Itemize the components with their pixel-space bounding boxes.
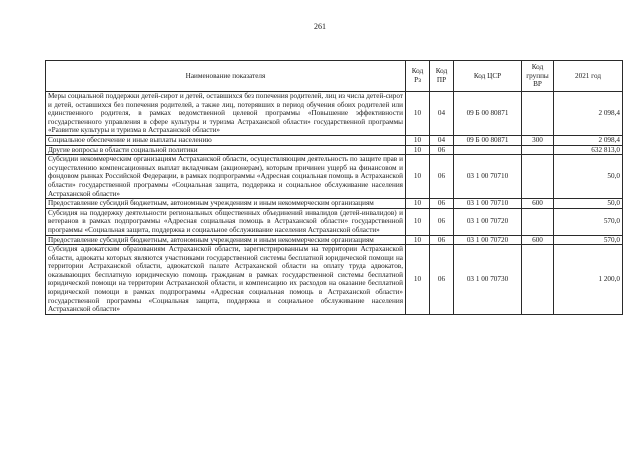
row-amount: 50,0	[554, 199, 623, 209]
row-name: Социальное обеспечение и иные выплаты населению	[46, 135, 406, 145]
row-vr: 300	[522, 135, 554, 145]
row-csr	[454, 145, 522, 155]
table-row	[46, 145, 623, 155]
table-row	[46, 135, 623, 145]
row-rz: 10	[406, 235, 430, 245]
row-name: Другие вопросы в области социальной политики	[46, 145, 406, 155]
row-csr: 03 1 00 70720	[454, 235, 522, 245]
header-rz: Код Рз	[406, 61, 430, 92]
row-csr: 09 Б 00 80871	[454, 92, 522, 136]
row-rz: 10	[406, 135, 430, 145]
row-vr	[522, 245, 554, 315]
row-csr: 03 1 00 70710	[454, 155, 522, 199]
table-row	[46, 155, 623, 199]
table-row	[46, 245, 623, 315]
row-rz: 10	[406, 155, 430, 199]
table-row	[46, 199, 623, 209]
row-vr	[522, 92, 554, 136]
row-rz: 10	[406, 199, 430, 209]
budget-table	[45, 60, 623, 315]
header-vr: Код группы ВР	[522, 61, 554, 92]
row-amount: 570,0	[554, 208, 623, 235]
row-rz: 10	[406, 245, 430, 315]
row-pr: 06	[430, 235, 454, 245]
row-name: Меры социальной поддержки детей-сирот и детей, оставшихся без попечения родителей, лиц из числа детей-сирот и детей, оставшихся без попечения родителей, а также лиц, потерявших в период обучения обоих родителей или единственного родителя, в рамках ведомственной целевой программы «Повышение эффективности государственного управления в сфере культуры и туризма Астраханской области» государственной программы «Развитие культуры и туризма в Астраханской области»	[46, 92, 406, 136]
row-amount: 2 098,4	[554, 135, 623, 145]
row-amount: 2 098,4	[554, 92, 623, 136]
header-csr: Код ЦСР	[454, 61, 522, 92]
header-pr: Код ПР	[430, 61, 454, 92]
row-name: Предоставление субсидий бюджетным, автономным учреждениям и иным некоммерческим организациям	[46, 235, 406, 245]
row-pr: 06	[430, 145, 454, 155]
row-csr: 03 1 00 70730	[454, 245, 522, 315]
row-amount: 1 200,0	[554, 245, 623, 315]
row-pr: 04	[430, 135, 454, 145]
row-vr	[522, 208, 554, 235]
table-row	[46, 92, 623, 136]
row-rz: 10	[406, 208, 430, 235]
row-amount: 50,0	[554, 155, 623, 199]
row-pr: 06	[430, 155, 454, 199]
row-rz: 10	[406, 92, 430, 136]
row-pr: 06	[430, 208, 454, 235]
row-amount: 632 813,0	[554, 145, 623, 155]
row-vr	[522, 145, 554, 155]
row-pr: 06	[430, 245, 454, 315]
row-name: Субсидия на поддержку деятельности региональных общественных объединений инвалидов (детей-инвалидов) и ветеранов в рамках подпрограммы «Адресная социальная помощь в Астраханской области» государственной программы «Социальная защита, поддержка и социальное обслуживание населения Астраханской области»	[46, 208, 406, 235]
row-csr: 09 Б 00 80871	[454, 135, 522, 145]
table-header-row	[46, 61, 623, 92]
row-rz: 10	[406, 145, 430, 155]
table-row	[46, 208, 623, 235]
row-name: Субсидии некоммерческим организациям Астраханской области, осуществляющим деятельность по защите прав и осуществлению компенсационных выплат вкладчикам (акционерам), которым причинен ущерб на финансовом и фондовом рынках Российской Федерации, в рамках подпрограммы «Адресная социальная помощь в Астраханской области» государственной программы «Социальная защита, поддержка и социальное обслуживание населения Астраханской области»	[46, 155, 406, 199]
row-name: Субсидия адвокатским образованиям Астраханской области, зарегистрированным на территории Астраханской области, адвокаты которых являются участниками государственной системы бесплатной юридической помощи на территории Астраханской области, адвокатской палате Астраханской области на оплату труда адвокатов, оказывающих бесплатную юридическую помощь гражданам в рамках государственной системы бесплатной юридической помощи на территории Астраханской области, и компенсацию их расходов на оказание бесплатной юридической помощи в рамках подпрограммы «Адресная социальная помощь в Астраханской области» государственной программы «Социальная защита, поддержка и социальное обслуживание населения Астраханской области»	[46, 245, 406, 315]
header-year: 2021 год	[554, 61, 623, 92]
header-name: Наименование показателя	[46, 61, 406, 92]
row-csr: 03 1 00 70710	[454, 199, 522, 209]
page-number: 261	[314, 22, 326, 31]
row-name: Предоставление субсидий бюджетным, автономным учреждениям и иным некоммерческим организациям	[46, 199, 406, 209]
table-row	[46, 235, 623, 245]
row-pr: 04	[430, 92, 454, 136]
row-csr: 03 1 00 70720	[454, 208, 522, 235]
row-vr: 600	[522, 235, 554, 245]
row-amount: 570,0	[554, 235, 623, 245]
row-pr: 06	[430, 199, 454, 209]
row-vr: 600	[522, 199, 554, 209]
row-vr	[522, 155, 554, 199]
